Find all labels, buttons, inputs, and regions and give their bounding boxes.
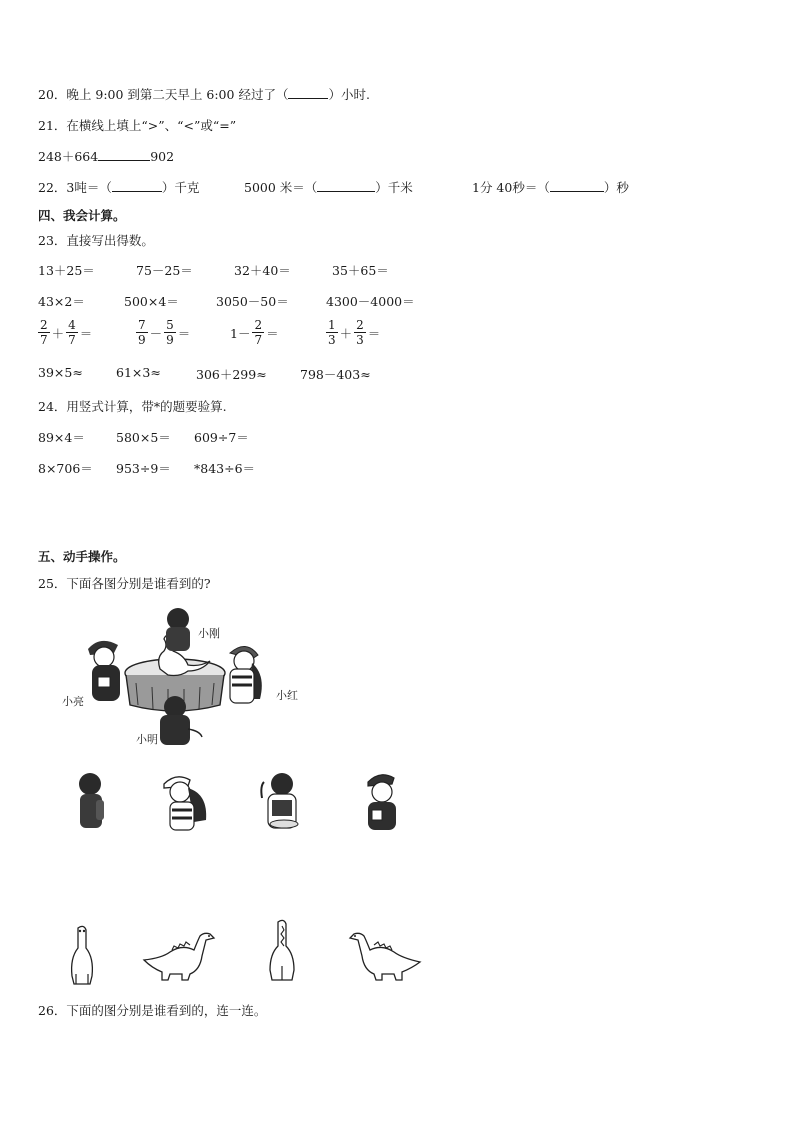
q23-r4-c1: 39×5≈ — [38, 365, 83, 380]
kid-view-cap-front-icon[interactable] — [158, 770, 214, 834]
dinosaur-side-right-view-icon[interactable] — [142, 930, 222, 982]
q23-frac-1: $\frac{2}{7}$ ＋ $\frac{4}{7}$ ＝ — [40, 318, 93, 347]
fraction: $\frac{5}{9}$ — [166, 318, 174, 347]
section5-heading: 五、动手操作。 — [38, 549, 126, 564]
q20-line — [38, 85, 370, 103]
q24-r2-c3: *843÷6＝ — [194, 461, 256, 476]
q20-answer-blank[interactable] — [288, 87, 328, 99]
q23-frac-3: 1－ $\frac{2}{7}$ ＝ — [230, 318, 279, 347]
q24-r2-c2: 953÷9＝ — [116, 461, 171, 476]
fraction: $\frac{7}{9}$ — [138, 318, 146, 347]
q23-r4-c2: 61×3≈ — [116, 365, 161, 380]
q24-r1-c1: 89×4＝ — [38, 430, 85, 445]
q23-r2-c1: 43×2＝ — [38, 294, 85, 309]
q22-item3 — [472, 178, 629, 196]
q23-r2-c2: 500×4＝ — [124, 294, 179, 309]
kid-view-side-icon[interactable] — [72, 770, 112, 832]
q23-frac-2: $\frac{7}{9}$ － $\frac{5}{9}$ ＝ — [138, 318, 191, 347]
q23-r4-c3: 306＋299≈ — [196, 367, 267, 382]
q26-title: 26．下面的图分别是谁看到的，连一连。 — [38, 1003, 267, 1018]
q21-left: 248＋664 — [38, 149, 99, 164]
fraction: $\frac{1}{3}$ — [328, 318, 336, 347]
q23-frac-4: $\frac{1}{3}$ ＋ $\frac{2}{3}$ ＝ — [328, 318, 381, 347]
label-xiaohong: 小红 — [276, 689, 298, 702]
fraction: $\frac{2}{7}$ — [40, 318, 48, 347]
round-table-scene-icon — [60, 605, 310, 750]
q24-r2-c1: 8×706＝ — [38, 461, 93, 476]
q22-item3-blank[interactable] — [550, 180, 604, 192]
kid-view-cap-side-icon[interactable] — [360, 770, 408, 834]
fraction: $\frac{2}{7}$ — [254, 318, 263, 347]
section4-heading: 四、我会计算。 — [38, 208, 126, 223]
q24-r1-c3: 609÷7＝ — [194, 430, 249, 445]
q21-right: 902 — [150, 149, 175, 164]
q21-answer-blank[interactable] — [98, 149, 150, 161]
q22-item3-before: 1分 40秒＝（ — [472, 180, 550, 195]
q22-item2-before: 5000 米＝（ — [244, 180, 318, 195]
q22-item1-before: 3吨＝（ — [66, 180, 112, 195]
dinosaur-side-left-view-icon[interactable] — [342, 928, 422, 982]
q23-r1-c3: 32＋40＝ — [234, 263, 291, 278]
q23-title: 23．直接写出得数。 — [38, 233, 154, 248]
q22-item2-blank[interactable] — [317, 180, 375, 192]
q23-r2-c4: 4300－4000＝ — [326, 294, 415, 309]
label-xiaoliang: 小亮 — [62, 695, 84, 708]
q24-title: 24．用竖式计算，带*的题要验算. — [38, 399, 227, 414]
q22-line — [38, 178, 199, 196]
dinosaur-back-view-icon[interactable] — [264, 918, 300, 984]
q21-expression — [38, 147, 174, 165]
q23-r4-c4: 798－403≈ — [300, 367, 371, 382]
q20-text-after: ）小时. — [328, 87, 370, 102]
q22-number: 22． — [38, 180, 67, 195]
label-xiaoming: 小明 — [136, 733, 158, 746]
q23-r1-c4: 35＋65＝ — [332, 263, 389, 278]
fraction: $\frac{2}{3}$ — [356, 318, 364, 347]
q23-r1-c1: 13＋25＝ — [38, 263, 95, 278]
q22-item2 — [244, 178, 413, 196]
q20-text-before: 20．晚上 9:00 到第二天早上 6:00 经过了（ — [38, 87, 289, 102]
q23-r2-c3: 3050－50＝ — [216, 294, 289, 309]
q25-scene-illustration — [60, 605, 310, 750]
q22-item1-blank[interactable] — [112, 180, 162, 192]
q23-r1-c2: 75－25＝ — [136, 263, 193, 278]
q22-item3-after: ）秒 — [603, 180, 629, 195]
dinosaur-front-view-icon[interactable] — [64, 924, 100, 986]
q24-r1-c2: 580×5＝ — [116, 430, 171, 445]
q25-title: 25．下面各图分别是谁看到的? — [38, 576, 211, 591]
q22-item1-after: ）千克 — [161, 180, 200, 195]
q21-title: 21．在横线上填上“>”、“<”或“=” — [38, 118, 237, 133]
fraction: $\frac{4}{7}$ — [68, 318, 76, 347]
kid-view-back-icon[interactable] — [254, 770, 310, 834]
q22-item2-after: ）千米 — [375, 180, 413, 195]
label-xiaogang: 小刚 — [198, 627, 220, 640]
